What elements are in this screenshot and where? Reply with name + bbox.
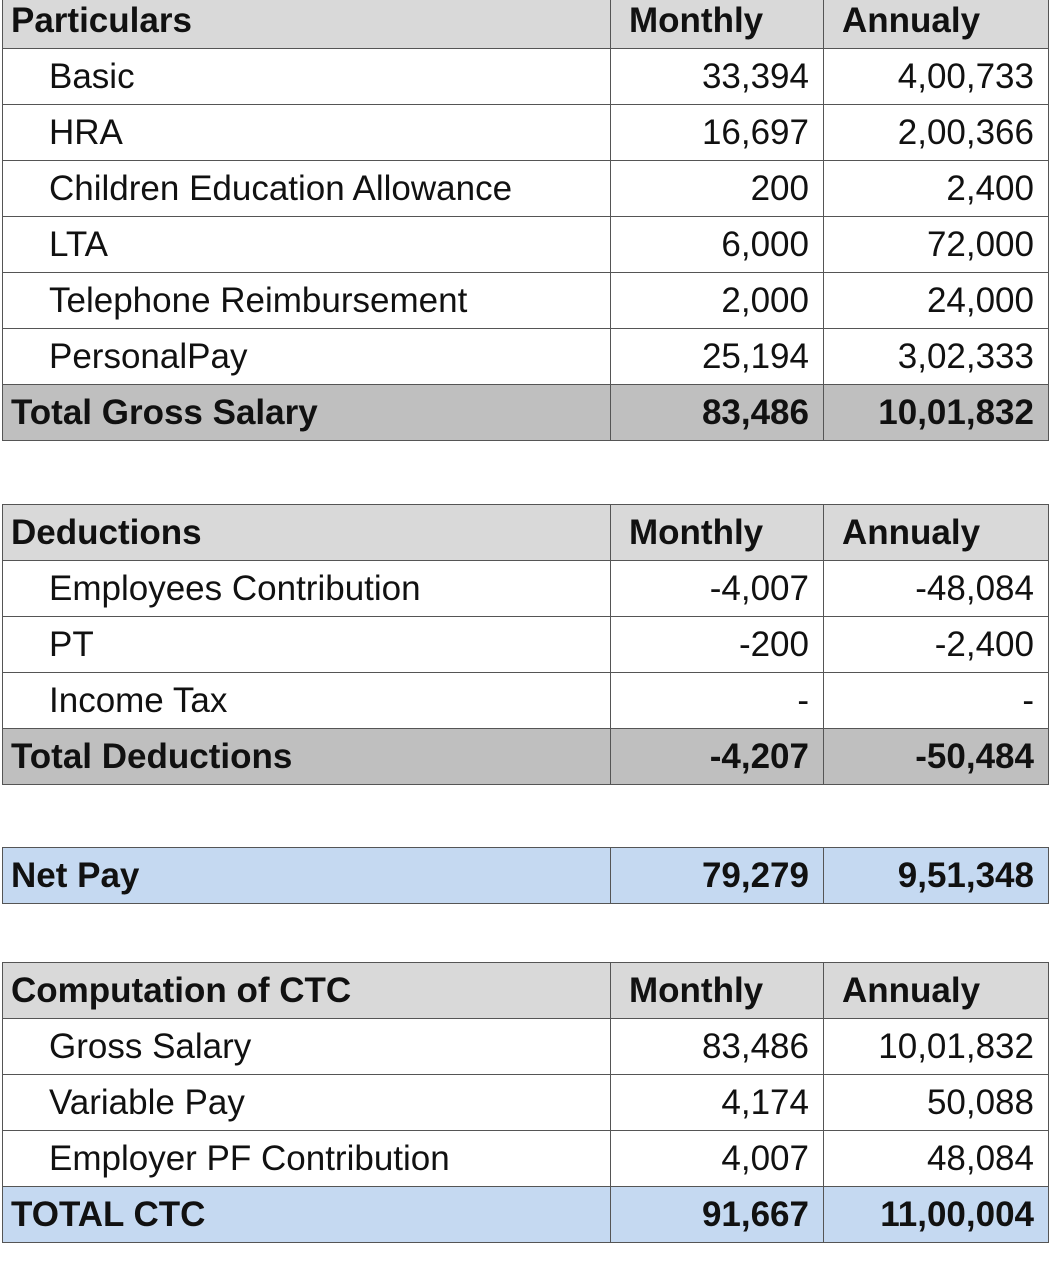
monthly-value: 33,394 <box>611 49 824 105</box>
monthly-value: 200 <box>611 161 824 217</box>
row-label: Children Education Allowance <box>3 161 611 217</box>
annual-value: 2,00,366 <box>824 105 1049 161</box>
total-annual: 11,00,004 <box>824 1187 1049 1243</box>
row-label: Variable Pay <box>3 1075 611 1131</box>
header-monthly: Monthly <box>611 505 824 561</box>
table-row <box>3 273 1049 329</box>
total-monthly: 91,667 <box>611 1187 824 1243</box>
monthly-value: 83,486 <box>611 1019 824 1075</box>
header-annual: Annualy <box>824 0 1049 49</box>
row-label: Telephone Reimbursement <box>3 273 611 329</box>
total-annual: -50,484 <box>824 729 1049 785</box>
monthly-value: 4,174 <box>611 1075 824 1131</box>
monthly-value: -4,007 <box>611 561 824 617</box>
annual-value: 72,000 <box>824 217 1049 273</box>
net-pay-row <box>3 848 1049 904</box>
header-monthly: Monthly <box>611 963 824 1019</box>
row-label: PersonalPay <box>3 329 611 385</box>
row-label: PT <box>3 617 611 673</box>
annual-value: 3,02,333 <box>824 329 1049 385</box>
header-deductions: Deductions <box>3 505 611 561</box>
earnings-table <box>2 0 1049 441</box>
annual-value: 24,000 <box>824 273 1049 329</box>
table-row <box>3 217 1049 273</box>
monthly-value: 16,697 <box>611 105 824 161</box>
annual-value: 48,084 <box>824 1131 1049 1187</box>
table-row <box>3 1131 1049 1187</box>
total-label: TOTAL CTC <box>3 1187 611 1243</box>
annual-value: -2,400 <box>824 617 1049 673</box>
total-ctc-row <box>3 1187 1049 1243</box>
header-monthly: Monthly <box>611 0 824 49</box>
net-pay-monthly: 79,279 <box>611 848 824 904</box>
header-annual: Annualy <box>824 963 1049 1019</box>
header-particulars: Particulars <box>3 0 611 49</box>
net-pay-label: Net Pay <box>3 848 611 904</box>
monthly-value: 2,000 <box>611 273 824 329</box>
row-label: Basic <box>3 49 611 105</box>
total-monthly: -4,207 <box>611 729 824 785</box>
monthly-value: 4,007 <box>611 1131 824 1187</box>
total-label: Total Gross Salary <box>3 385 611 441</box>
table-row <box>3 561 1049 617</box>
total-deductions-row <box>3 729 1049 785</box>
monthly-value: -200 <box>611 617 824 673</box>
total-monthly: 83,486 <box>611 385 824 441</box>
row-label: Income Tax <box>3 673 611 729</box>
annual-value: 4,00,733 <box>824 49 1049 105</box>
table-row <box>3 617 1049 673</box>
table-row <box>3 1075 1049 1131</box>
table-header-row <box>3 963 1049 1019</box>
row-label: Employer PF Contribution <box>3 1131 611 1187</box>
total-label: Total Deductions <box>3 729 611 785</box>
header-annual: Annualy <box>824 505 1049 561</box>
net-pay-table <box>2 847 1049 904</box>
table-row <box>3 1019 1049 1075</box>
row-label: Gross Salary <box>3 1019 611 1075</box>
total-gross-salary-row <box>3 385 1049 441</box>
table-row <box>3 49 1049 105</box>
ctc-table <box>2 962 1049 1243</box>
row-label: HRA <box>3 105 611 161</box>
monthly-value: 6,000 <box>611 217 824 273</box>
annual-value: -48,084 <box>824 561 1049 617</box>
net-pay-annual: 9,51,348 <box>824 848 1049 904</box>
table-row <box>3 329 1049 385</box>
total-annual: 10,01,832 <box>824 385 1049 441</box>
annual-value: 2,400 <box>824 161 1049 217</box>
table-header-row <box>3 505 1049 561</box>
annual-value: 10,01,832 <box>824 1019 1049 1075</box>
row-label: Employees Contribution <box>3 561 611 617</box>
header-ctc: Computation of CTC <box>3 963 611 1019</box>
annual-value: - <box>824 673 1049 729</box>
table-row <box>3 105 1049 161</box>
monthly-value: - <box>611 673 824 729</box>
deductions-table <box>2 504 1049 785</box>
table-row <box>3 673 1049 729</box>
row-label: LTA <box>3 217 611 273</box>
table-row <box>3 161 1049 217</box>
annual-value: 50,088 <box>824 1075 1049 1131</box>
monthly-value: 25,194 <box>611 329 824 385</box>
table-header-row <box>3 0 1049 49</box>
